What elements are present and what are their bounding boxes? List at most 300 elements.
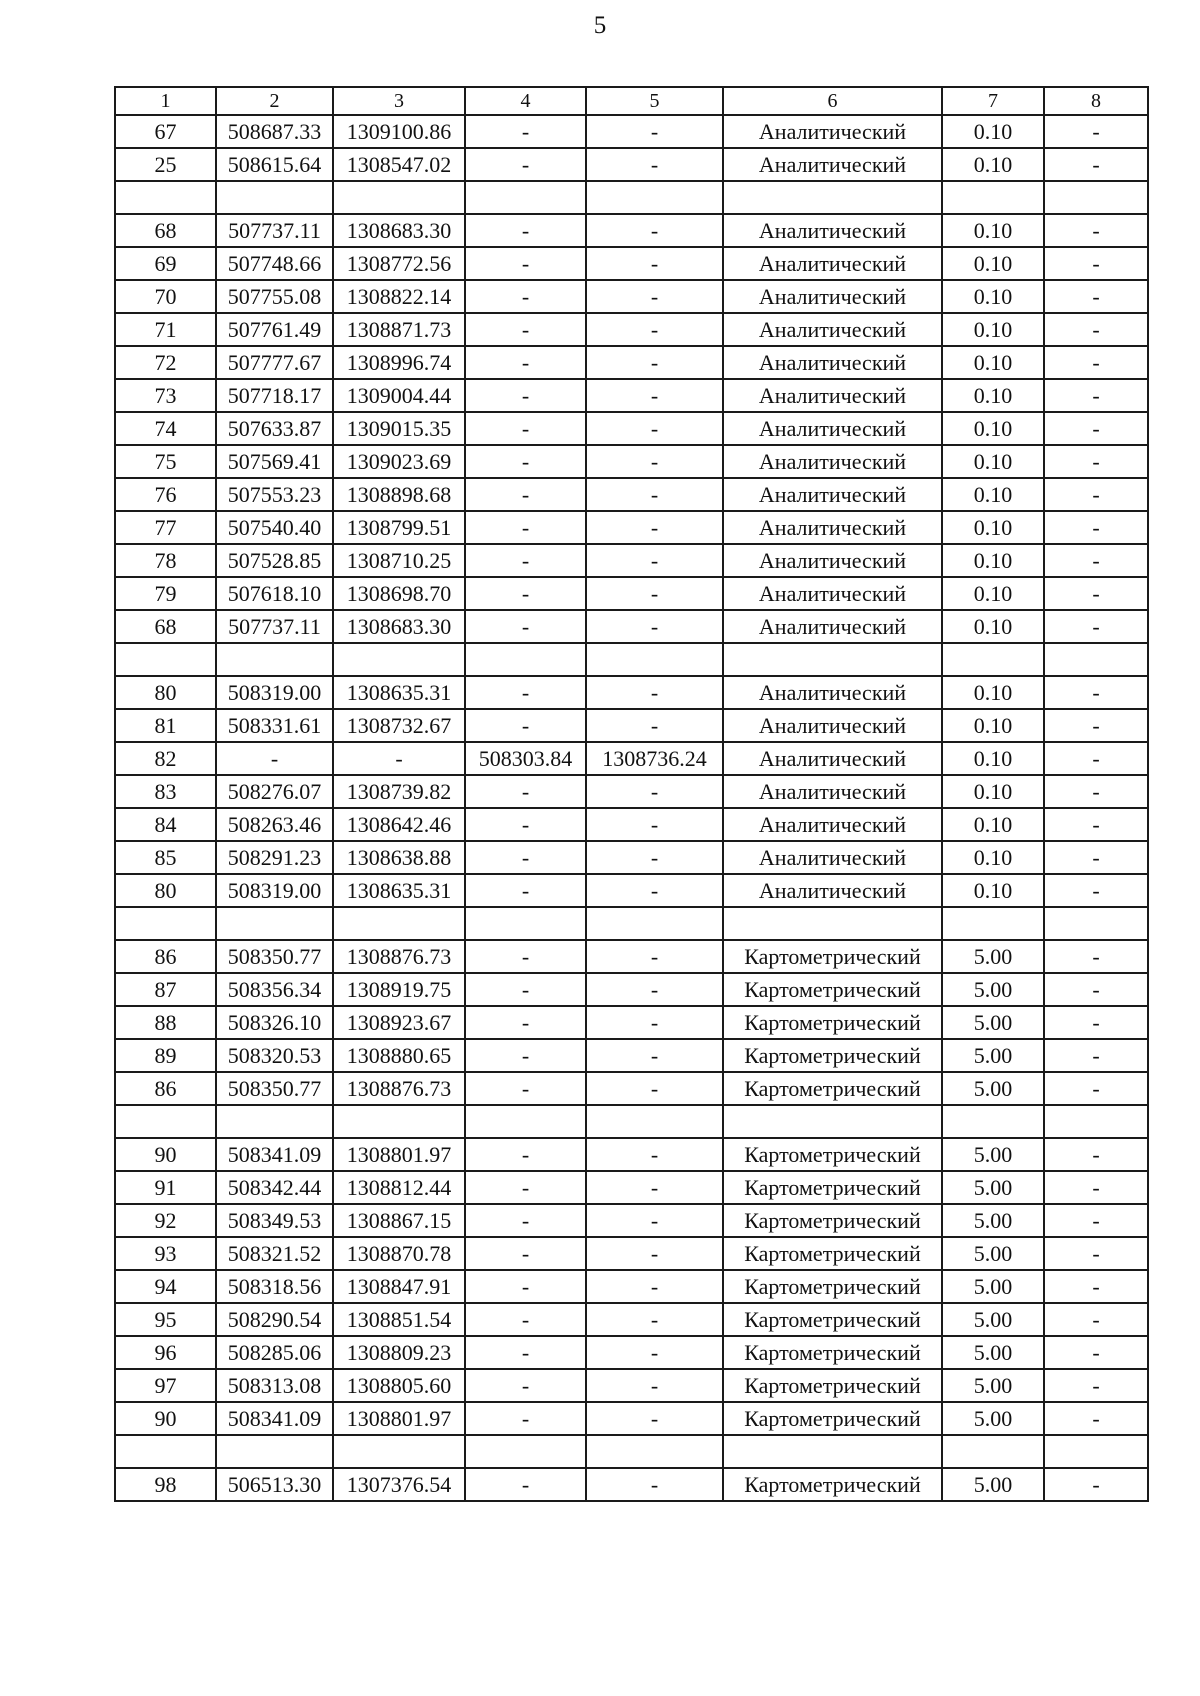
table-row [115, 148, 1148, 181]
table-cell: - [586, 478, 723, 511]
table-cell: Аналитический [723, 577, 942, 610]
table-cell: Аналитический [723, 313, 942, 346]
table-cell: 1308851.54 [333, 1303, 465, 1336]
table-cell: Картометрический [723, 1072, 942, 1105]
table-row [115, 1468, 1148, 1501]
table-separator-row [115, 1105, 1148, 1138]
table-row [115, 709, 1148, 742]
table-cell: 5.00 [942, 1468, 1044, 1501]
table-cell: 1308638.88 [333, 841, 465, 874]
table-cell: - [586, 577, 723, 610]
table-row [115, 511, 1148, 544]
table-cell: 1308736.24 [586, 742, 723, 775]
table-row [115, 610, 1148, 643]
table-cell: - [1044, 478, 1148, 511]
table-cell: - [586, 247, 723, 280]
table-cell: - [1044, 1369, 1148, 1402]
table-cell: 1308772.56 [333, 247, 465, 280]
table-cell: 1308847.91 [333, 1270, 465, 1303]
table-cell: 0.10 [942, 412, 1044, 445]
table-cell: 1308635.31 [333, 676, 465, 709]
table-cell: - [1044, 280, 1148, 313]
table-cell [216, 643, 333, 676]
table-cell [115, 1105, 216, 1138]
table-cell: - [1044, 1006, 1148, 1039]
table-cell [586, 1105, 723, 1138]
table-cell: - [1044, 1237, 1148, 1270]
table-cell: - [465, 1138, 586, 1171]
table-cell: 0.10 [942, 808, 1044, 841]
table-cell: 67 [115, 115, 216, 148]
table-cell: - [1044, 1303, 1148, 1336]
table-cell: - [465, 1468, 586, 1501]
table-cell: - [586, 544, 723, 577]
table-separator-row [115, 907, 1148, 940]
table-cell: - [216, 742, 333, 775]
table-cell: 0.10 [942, 841, 1044, 874]
table-cell: - [465, 973, 586, 1006]
table-cell: Аналитический [723, 544, 942, 577]
table-cell: Аналитический [723, 610, 942, 643]
table-cell: - [586, 808, 723, 841]
table-cell: 82 [115, 742, 216, 775]
table-cell: Картометрический [723, 1171, 942, 1204]
table-cell: 91 [115, 1171, 216, 1204]
table-cell: - [586, 1138, 723, 1171]
table-cell: - [465, 709, 586, 742]
table-cell: 1308898.68 [333, 478, 465, 511]
table-cell: 74 [115, 412, 216, 445]
table-cell [115, 907, 216, 940]
table-cell: Картометрический [723, 940, 942, 973]
table-cell: - [1044, 346, 1148, 379]
table-cell [942, 643, 1044, 676]
table-cell: - [465, 379, 586, 412]
table-cell: - [586, 115, 723, 148]
table-cell: - [1044, 775, 1148, 808]
table-cell: 5.00 [942, 1138, 1044, 1171]
table-cell: - [465, 874, 586, 907]
table-cell: - [586, 1006, 723, 1039]
table-row [115, 1270, 1148, 1303]
table-cell [942, 181, 1044, 214]
table-cell: 5.00 [942, 973, 1044, 1006]
table-row [115, 1237, 1148, 1270]
table-cell: 1307376.54 [333, 1468, 465, 1501]
table-cell: - [586, 379, 723, 412]
table-cell: 0.10 [942, 742, 1044, 775]
table-cell: 1308732.67 [333, 709, 465, 742]
table-cell: - [1044, 115, 1148, 148]
table-cell: Аналитический [723, 115, 942, 148]
column-header: 2 [216, 87, 333, 115]
table-cell: - [1044, 709, 1148, 742]
table-cell: 1308698.70 [333, 577, 465, 610]
table-cell [216, 181, 333, 214]
table-cell: 1308805.60 [333, 1369, 465, 1402]
table-row [115, 775, 1148, 808]
table-cell: - [1044, 313, 1148, 346]
table-header-row [115, 87, 1148, 115]
table-row [115, 214, 1148, 247]
table-cell [723, 907, 942, 940]
table-cell: 5.00 [942, 1006, 1044, 1039]
table-cell [333, 1435, 465, 1468]
table-cell: 508350.77 [216, 1072, 333, 1105]
table-cell: 5.00 [942, 1369, 1044, 1402]
table-cell: - [586, 1468, 723, 1501]
table-cell: - [465, 313, 586, 346]
table-row [115, 808, 1148, 841]
table-cell: 25 [115, 148, 216, 181]
table-cell: - [586, 841, 723, 874]
table-row [115, 1336, 1148, 1369]
table-cell: 83 [115, 775, 216, 808]
table-cell: 76 [115, 478, 216, 511]
table-cell: Аналитический [723, 874, 942, 907]
table-cell: - [1044, 1270, 1148, 1303]
table-cell: 508342.44 [216, 1171, 333, 1204]
table-cell: 508321.52 [216, 1237, 333, 1270]
table-row [115, 412, 1148, 445]
table-cell: 508356.34 [216, 973, 333, 1006]
table-row [115, 940, 1148, 973]
table-cell [216, 1105, 333, 1138]
page-number: 5 [593, 12, 607, 39]
table-cell: 1308710.25 [333, 544, 465, 577]
table-cell: 1308822.14 [333, 280, 465, 313]
table-cell: - [586, 1039, 723, 1072]
table-cell: 92 [115, 1204, 216, 1237]
table-cell: 508319.00 [216, 874, 333, 907]
table-cell [723, 1435, 942, 1468]
table-cell: 71 [115, 313, 216, 346]
table-cell: Аналитический [723, 280, 942, 313]
table-row [115, 346, 1148, 379]
table-cell: - [465, 280, 586, 313]
table-cell: Аналитический [723, 148, 942, 181]
table-cell: 508285.06 [216, 1336, 333, 1369]
table-cell: 507633.87 [216, 412, 333, 445]
table-cell: - [465, 1336, 586, 1369]
table-cell: 507737.11 [216, 610, 333, 643]
table-cell: - [465, 1006, 586, 1039]
table-cell: - [586, 280, 723, 313]
table-cell: 1308809.23 [333, 1336, 465, 1369]
table-row [115, 1303, 1148, 1336]
table-cell: 1309100.86 [333, 115, 465, 148]
table-cell [723, 181, 942, 214]
table-cell: 93 [115, 1237, 216, 1270]
table-cell: 68 [115, 214, 216, 247]
table-cell: 78 [115, 544, 216, 577]
table-cell: 1308635.31 [333, 874, 465, 907]
table-cell: 0.10 [942, 214, 1044, 247]
table-cell [1044, 181, 1148, 214]
table-cell: - [1044, 1072, 1148, 1105]
table-cell: 5.00 [942, 1402, 1044, 1435]
table-cell: 1309004.44 [333, 379, 465, 412]
table-cell: 507761.49 [216, 313, 333, 346]
table-cell: 80 [115, 676, 216, 709]
table-cell: 508303.84 [465, 742, 586, 775]
table-cell: 75 [115, 445, 216, 478]
table-cell: 508318.56 [216, 1270, 333, 1303]
table-row [115, 1171, 1148, 1204]
table-cell: - [465, 1171, 586, 1204]
table-cell: - [465, 247, 586, 280]
table-cell: 0.10 [942, 313, 1044, 346]
table-row [115, 874, 1148, 907]
table-cell: - [465, 1237, 586, 1270]
table-cell: 507737.11 [216, 214, 333, 247]
table-row [115, 1138, 1148, 1171]
table-cell: Картометрический [723, 1039, 942, 1072]
table-cell: - [586, 709, 723, 742]
table-cell: 0.10 [942, 544, 1044, 577]
table-cell: 68 [115, 610, 216, 643]
table-cell: 0.10 [942, 247, 1044, 280]
table-cell: 96 [115, 1336, 216, 1369]
table-cell: Картометрический [723, 1369, 942, 1402]
table-cell: 97 [115, 1369, 216, 1402]
table-cell: 0.10 [942, 709, 1044, 742]
table-cell: 73 [115, 379, 216, 412]
table-cell: 507777.67 [216, 346, 333, 379]
table-cell: 508341.09 [216, 1402, 333, 1435]
table-cell: - [465, 1204, 586, 1237]
column-header: 3 [333, 87, 465, 115]
table-row [115, 379, 1148, 412]
column-header: 4 [465, 87, 586, 115]
table-cell: 0.10 [942, 148, 1044, 181]
table-cell: 508326.10 [216, 1006, 333, 1039]
table-cell: - [465, 1369, 586, 1402]
table-cell: - [465, 544, 586, 577]
table-cell: - [586, 940, 723, 973]
table-cell: 69 [115, 247, 216, 280]
table-cell: 1308919.75 [333, 973, 465, 1006]
table-cell [1044, 1435, 1148, 1468]
table-cell: - [1044, 577, 1148, 610]
table-row [115, 544, 1148, 577]
table-row [115, 1204, 1148, 1237]
table-cell: 72 [115, 346, 216, 379]
table-cell: Картометрический [723, 1204, 942, 1237]
table-cell: 81 [115, 709, 216, 742]
table-cell [465, 643, 586, 676]
table-cell [333, 1105, 465, 1138]
table-cell: 0.10 [942, 115, 1044, 148]
table-cell: - [1044, 742, 1148, 775]
table-cell: 1308996.74 [333, 346, 465, 379]
table-cell: - [1044, 1204, 1148, 1237]
table-cell: - [586, 445, 723, 478]
table-cell: 0.10 [942, 676, 1044, 709]
table-cell: - [1044, 1468, 1148, 1501]
table-cell: 508331.61 [216, 709, 333, 742]
table-cell: - [586, 412, 723, 445]
table-cell: 1309015.35 [333, 412, 465, 445]
table-cell: - [465, 1039, 586, 1072]
table-cell: 508349.53 [216, 1204, 333, 1237]
table-cell [216, 907, 333, 940]
table-cell: 508687.33 [216, 115, 333, 148]
table-separator-row [115, 1435, 1148, 1468]
table-cell: 5.00 [942, 1072, 1044, 1105]
table-cell: 70 [115, 280, 216, 313]
table-cell [333, 907, 465, 940]
table-cell: 5.00 [942, 1336, 1044, 1369]
table-cell: 508313.08 [216, 1369, 333, 1402]
column-header: 7 [942, 87, 1044, 115]
table-cell: Аналитический [723, 841, 942, 874]
table-cell [942, 907, 1044, 940]
table-cell: - [465, 1270, 586, 1303]
table-cell: 508290.54 [216, 1303, 333, 1336]
table-cell: Аналитический [723, 379, 942, 412]
table-cell: - [1044, 841, 1148, 874]
table-cell: - [586, 1336, 723, 1369]
table-cell: 1308870.78 [333, 1237, 465, 1270]
table-cell: - [586, 1303, 723, 1336]
table-cell: 94 [115, 1270, 216, 1303]
table-cell: 1308801.97 [333, 1138, 465, 1171]
table-cell: Аналитический [723, 478, 942, 511]
column-header: 1 [115, 87, 216, 115]
table-cell: - [586, 1237, 723, 1270]
table-cell: 508341.09 [216, 1138, 333, 1171]
table-cell [1044, 643, 1148, 676]
table-cell: - [465, 412, 586, 445]
table-cell: - [1044, 1039, 1148, 1072]
table-cell: 5.00 [942, 1270, 1044, 1303]
table-cell: - [465, 115, 586, 148]
table-cell: Картометрический [723, 1270, 942, 1303]
table-row [115, 973, 1148, 1006]
table-cell: 85 [115, 841, 216, 874]
table-cell: 5.00 [942, 1039, 1044, 1072]
table-cell: 508263.46 [216, 808, 333, 841]
table-cell: 507553.23 [216, 478, 333, 511]
table-row [115, 1039, 1148, 1072]
table-cell: - [333, 742, 465, 775]
table-cell: - [1044, 973, 1148, 1006]
table-cell: 1308876.73 [333, 940, 465, 973]
table-cell: 1309023.69 [333, 445, 465, 478]
table-cell: - [1044, 676, 1148, 709]
table-body [115, 115, 1148, 1501]
table-cell: Аналитический [723, 445, 942, 478]
table-cell: 90 [115, 1402, 216, 1435]
table-row [115, 676, 1148, 709]
table-cell: Картометрический [723, 1468, 942, 1501]
table-cell: - [1044, 412, 1148, 445]
table-separator-row [115, 181, 1148, 214]
table-row [115, 478, 1148, 511]
table-cell: Аналитический [723, 412, 942, 445]
table-row [115, 313, 1148, 346]
table-row [115, 742, 1148, 775]
table-cell: 0.10 [942, 511, 1044, 544]
table-cell: 1308880.65 [333, 1039, 465, 1072]
table-cell: - [465, 214, 586, 247]
table-cell: - [586, 973, 723, 1006]
table-cell: 1308867.15 [333, 1204, 465, 1237]
table-cell: 77 [115, 511, 216, 544]
table-cell: 1308547.02 [333, 148, 465, 181]
table-cell: 89 [115, 1039, 216, 1072]
table-cell: - [1044, 544, 1148, 577]
table-cell: 0.10 [942, 577, 1044, 610]
table-cell: 86 [115, 1072, 216, 1105]
table-cell [723, 643, 942, 676]
table-cell: 507755.08 [216, 280, 333, 313]
table-cell [115, 1435, 216, 1468]
table-row [115, 280, 1148, 313]
table-cell: - [465, 841, 586, 874]
table-cell: 1308799.51 [333, 511, 465, 544]
table-cell: 1308739.82 [333, 775, 465, 808]
table-row [115, 1402, 1148, 1435]
table-cell: - [1044, 379, 1148, 412]
table-row [115, 841, 1148, 874]
table-cell: Картометрический [723, 1138, 942, 1171]
table-cell [333, 181, 465, 214]
table-cell: 0.10 [942, 280, 1044, 313]
table-cell: 0.10 [942, 478, 1044, 511]
table-cell: - [465, 511, 586, 544]
table-cell: - [586, 148, 723, 181]
coordinates-table [114, 86, 1149, 1502]
table-cell: - [465, 346, 586, 379]
table-cell [586, 1435, 723, 1468]
column-header: 8 [1044, 87, 1148, 115]
table-cell: - [586, 1204, 723, 1237]
table-cell [115, 181, 216, 214]
table-cell: 79 [115, 577, 216, 610]
table-cell: - [465, 808, 586, 841]
table-cell: 508615.64 [216, 148, 333, 181]
table-cell: - [586, 511, 723, 544]
table-cell: 95 [115, 1303, 216, 1336]
table-cell [586, 181, 723, 214]
table-cell: - [586, 1369, 723, 1402]
table-cell: - [1044, 445, 1148, 478]
table-cell: - [586, 610, 723, 643]
table-cell: 5.00 [942, 1171, 1044, 1204]
table-cell: - [465, 940, 586, 973]
table-cell: 507618.10 [216, 577, 333, 610]
table-cell: 1308683.30 [333, 214, 465, 247]
table-cell: 507528.85 [216, 544, 333, 577]
table-cell: 86 [115, 940, 216, 973]
table-separator-row [115, 643, 1148, 676]
table-cell: - [586, 775, 723, 808]
table-cell: 90 [115, 1138, 216, 1171]
table-cell: - [1044, 610, 1148, 643]
table-cell: - [1044, 874, 1148, 907]
table-cell: - [465, 577, 586, 610]
table-cell: 1308871.73 [333, 313, 465, 346]
table-cell: - [1044, 214, 1148, 247]
column-header: 5 [586, 87, 723, 115]
table-cell: Аналитический [723, 247, 942, 280]
table-cell: 1308876.73 [333, 1072, 465, 1105]
table-cell [465, 1105, 586, 1138]
table-cell: - [465, 775, 586, 808]
table-cell [465, 907, 586, 940]
